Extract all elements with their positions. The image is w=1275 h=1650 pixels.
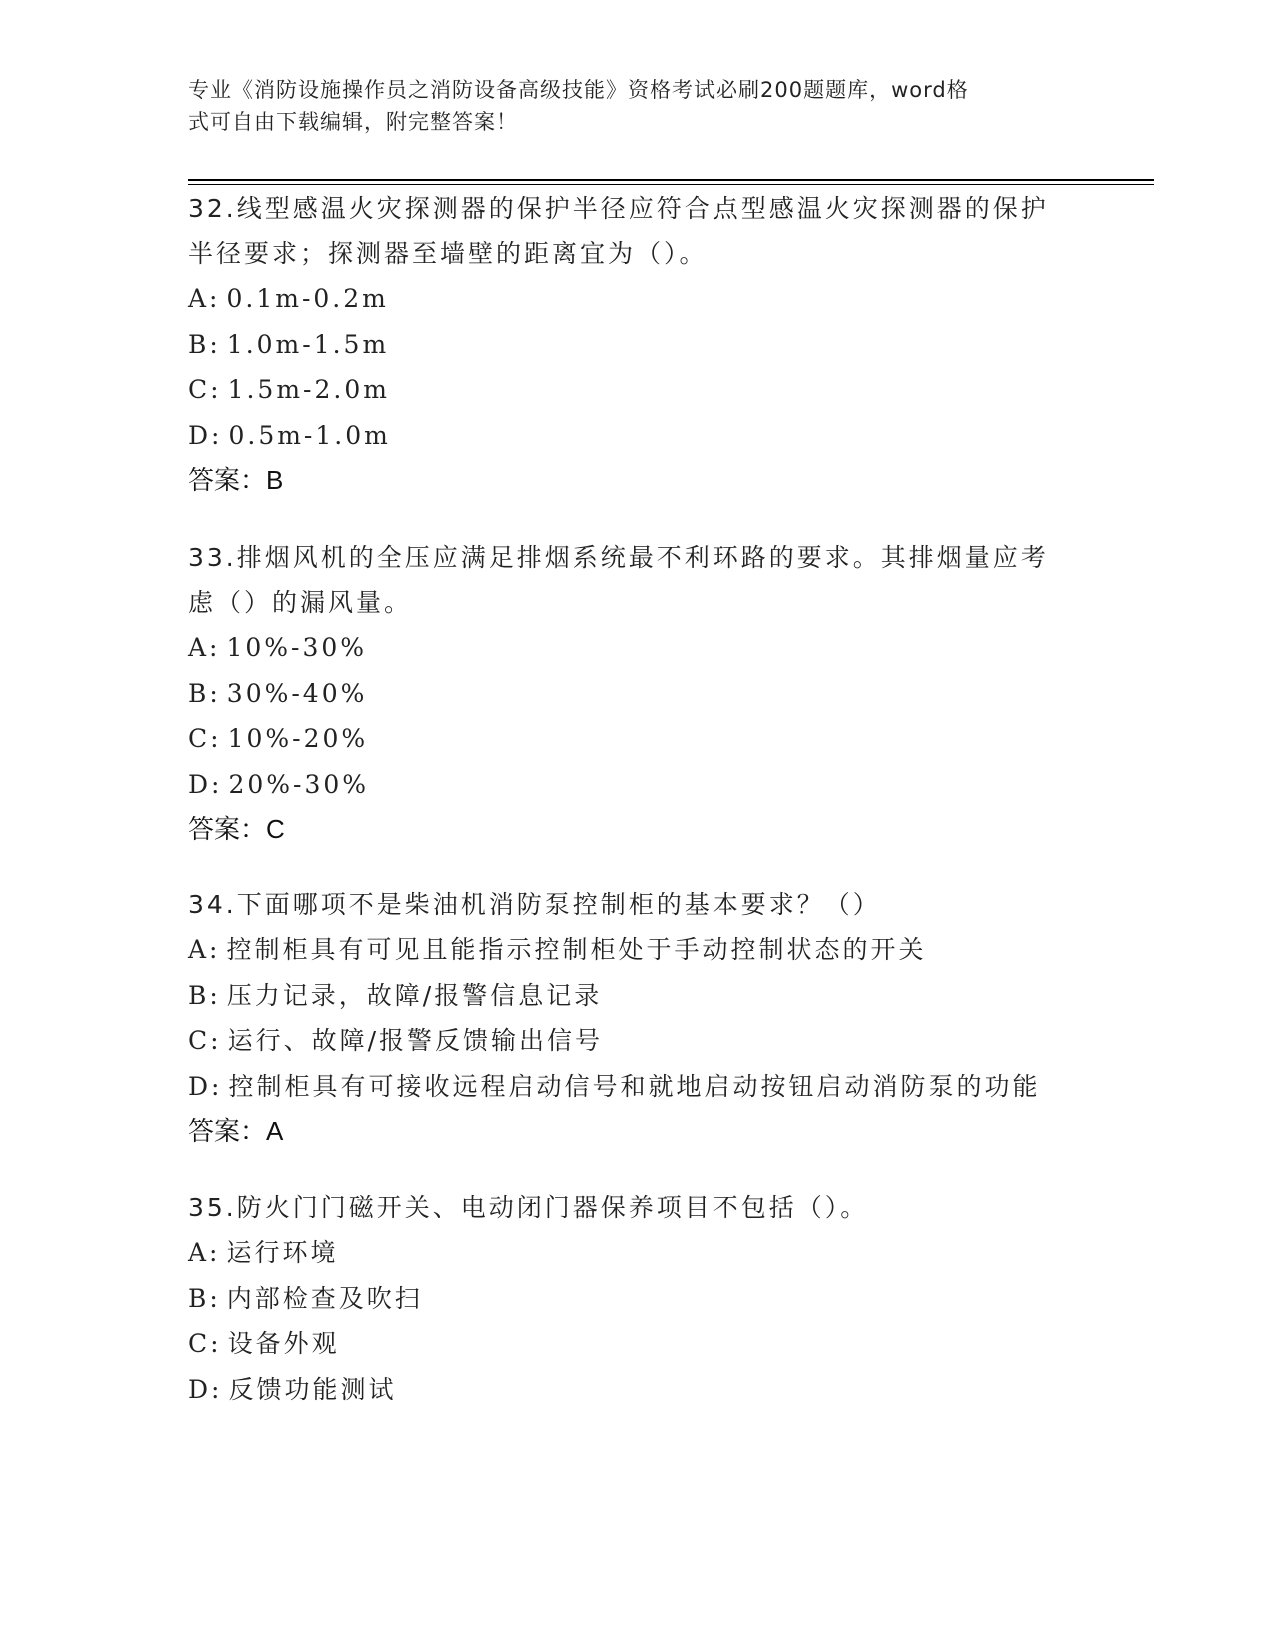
option-text: 1.0m-1.5m <box>226 329 390 359</box>
option-b <box>188 671 1088 717</box>
question-stem-line-2: 半径要求；探测器至墙壁的距离宜为（）。 <box>188 239 708 268</box>
answer-text: 答案：A <box>188 1116 284 1146</box>
question-32 <box>188 186 1088 502</box>
option-key: C: <box>188 1026 222 1055</box>
document-header <box>188 74 1078 138</box>
option-key: B: <box>188 678 221 708</box>
option-text: 控制柜具有可接收远程启动信号和就地启动按钮启动消防泵的功能 <box>228 1071 1041 1101</box>
option-key: D: <box>188 769 223 799</box>
option-text: 0.1m-0.2m <box>226 284 389 313</box>
answer-text: 答案：B <box>188 465 284 495</box>
question-stem-line-1: 33.排烟风机的全压应满足排烟系统最不利环路的要求。其排烟量应考 <box>188 543 1049 572</box>
question-stem <box>188 1185 1088 1230</box>
option-key: A: <box>188 633 221 662</box>
header-divider-thick <box>188 179 1154 181</box>
option-d <box>188 1064 1088 1110</box>
option-text: 10%-30% <box>226 633 368 662</box>
option-key: B: <box>188 329 221 359</box>
option-b <box>188 973 1088 1019</box>
question-35 <box>188 1185 1088 1412</box>
option-key: D: <box>188 1071 223 1101</box>
option-c <box>188 1018 1088 1064</box>
question-stem <box>188 186 1088 276</box>
question-stem <box>188 535 1088 625</box>
option-d <box>188 413 1088 459</box>
option-c <box>188 367 1088 413</box>
option-text: 压力记录，故障/报警信息记录 <box>226 980 603 1010</box>
option-text: 内部检查及吹扫 <box>226 1283 423 1313</box>
option-key: B: <box>188 980 221 1010</box>
option-a <box>188 276 1088 322</box>
option-c <box>188 1321 1088 1367</box>
option-key: A: <box>188 284 221 313</box>
option-key: D: <box>188 420 223 450</box>
option-key: C: <box>188 724 222 753</box>
option-text: 1.5m-2.0m <box>227 375 390 404</box>
question-stem-line-2: 虑（）的漏风量。 <box>188 588 413 617</box>
option-text: 运行环境 <box>226 1238 339 1267</box>
option-b <box>188 322 1088 368</box>
option-key: B: <box>188 1283 221 1313</box>
option-text: 运行、故障/报警反馈输出信号 <box>227 1026 603 1055</box>
option-b <box>188 1276 1088 1322</box>
option-text: 设备外观 <box>227 1329 340 1358</box>
header-divider-thin <box>188 184 1154 185</box>
answer-text: 答案：C <box>188 814 285 844</box>
option-c <box>188 716 1088 762</box>
option-text: 10%-20% <box>227 724 369 753</box>
option-text: 反馈功能测试 <box>228 1374 397 1404</box>
header-line-1: 专业《消防设施操作员之消防设备高级技能》资格考试必刷200题题库，word格 <box>188 78 969 102</box>
option-key: A: <box>188 935 221 964</box>
option-text: 0.5m-1.0m <box>228 420 391 450</box>
option-text: 控制柜具有可见且能指示控制柜处于手动控制状态的开关 <box>226 935 927 964</box>
option-a <box>188 927 1088 973</box>
question-stem-line-1: 34.下面哪项不是柴油机消防泵控制柜的基本要求？（） <box>188 890 881 919</box>
option-key: A: <box>188 1238 221 1267</box>
option-d <box>188 762 1088 808</box>
option-a <box>188 625 1088 671</box>
question-stem-line-1: 32.线型感温火灾探测器的保护半径应符合点型感温火灾探测器的保护 <box>188 194 1049 223</box>
question-34 <box>188 882 1088 1153</box>
option-text: 30%-40% <box>226 678 368 708</box>
question-stem-line-1: 35.防火门门磁开关、电动闭门器保养项目不包括（）。 <box>188 1193 869 1222</box>
option-key: D: <box>188 1374 223 1404</box>
question-stem <box>188 882 1088 927</box>
option-text: 20%-30% <box>228 769 370 799</box>
option-d <box>188 1367 1088 1413</box>
option-key: C: <box>188 1329 222 1358</box>
question-33 <box>188 535 1088 851</box>
option-key: C: <box>188 375 222 404</box>
option-a <box>188 1230 1088 1276</box>
header-line-2: 式可自由下载编辑，附完整答案！ <box>188 110 518 134</box>
